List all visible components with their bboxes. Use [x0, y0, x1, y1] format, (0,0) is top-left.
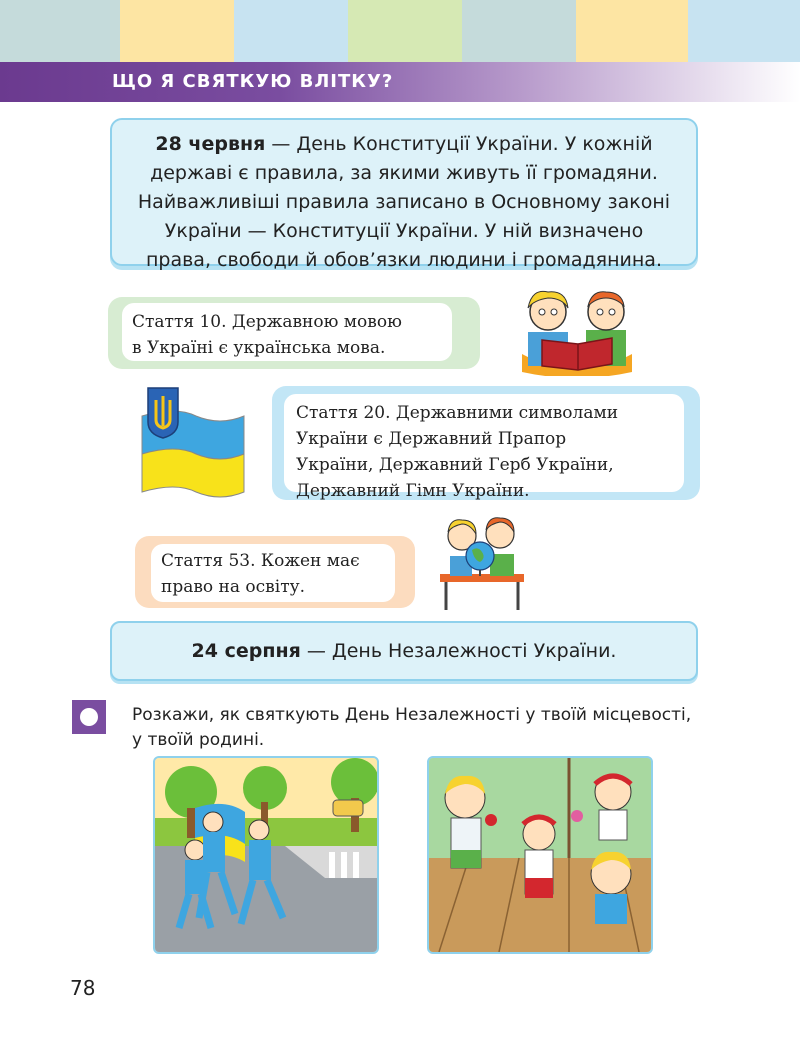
article-53-box	[135, 536, 415, 608]
stripe	[462, 0, 576, 62]
stripe	[0, 0, 120, 62]
section-title: ЩО Я СВЯТКУЮ ВЛІТКУ?	[112, 71, 394, 92]
question-text	[132, 703, 732, 753]
stripe	[234, 0, 348, 62]
kids-reading-illustration	[512, 284, 642, 376]
article-20-box	[272, 386, 700, 500]
constitution-day-box	[110, 118, 698, 271]
parade-picture	[153, 756, 379, 954]
august-text: — День Незалежності України.	[306, 640, 617, 662]
question-line: у твоїй родині.	[132, 730, 265, 750]
intro-line: права, свободи й обов’язки людини і громадянина.	[145, 249, 662, 271]
question-marker-icon	[72, 700, 106, 734]
stripe	[576, 0, 688, 62]
article-line: в Україні є українська мова.	[132, 338, 386, 358]
article-10-text	[122, 303, 452, 361]
question-line: Розкажи, як святкують День Незалежності у твоїй місцевості,	[132, 705, 692, 725]
article-line: Державний Гімн України.	[296, 481, 530, 501]
page-number: 78	[70, 976, 96, 1000]
article-line: України, Державний Герб України,	[296, 455, 614, 475]
article-line: Стаття 20. Державними символами	[296, 403, 619, 423]
ukraine-flag-illustration	[136, 382, 252, 498]
intro-text: — День Конституції України. У кожній	[271, 133, 653, 155]
stripe	[120, 0, 234, 62]
dance-picture	[427, 756, 653, 954]
stripe	[348, 0, 462, 62]
article-line: Стаття 53. Кожен має	[161, 551, 360, 571]
stripe	[688, 0, 800, 62]
section-banner	[0, 62, 800, 102]
article-line: України є Державний Прапор	[296, 429, 567, 449]
article-20-text	[284, 394, 684, 501]
intro-line: Найважливіші правила записано в Основному законі	[137, 191, 671, 213]
kids-globe-illustration	[428, 512, 532, 612]
article-line: право на освіту.	[161, 577, 306, 597]
article-line: Стаття 10. Державною мовою	[132, 312, 402, 332]
intro-line	[122, 130, 686, 159]
independence-day-box	[110, 621, 698, 681]
header-stripes	[0, 0, 800, 62]
intro-date: 28 червня	[155, 133, 266, 155]
august-date: 24 серпня	[191, 640, 301, 662]
intro-line: державі є правила, за якими живуть її громадяни.	[150, 162, 658, 184]
intro-line: України — Конституції України. У ній визначено	[164, 220, 644, 242]
article-10-box	[108, 297, 480, 369]
article-53-text	[151, 544, 395, 602]
